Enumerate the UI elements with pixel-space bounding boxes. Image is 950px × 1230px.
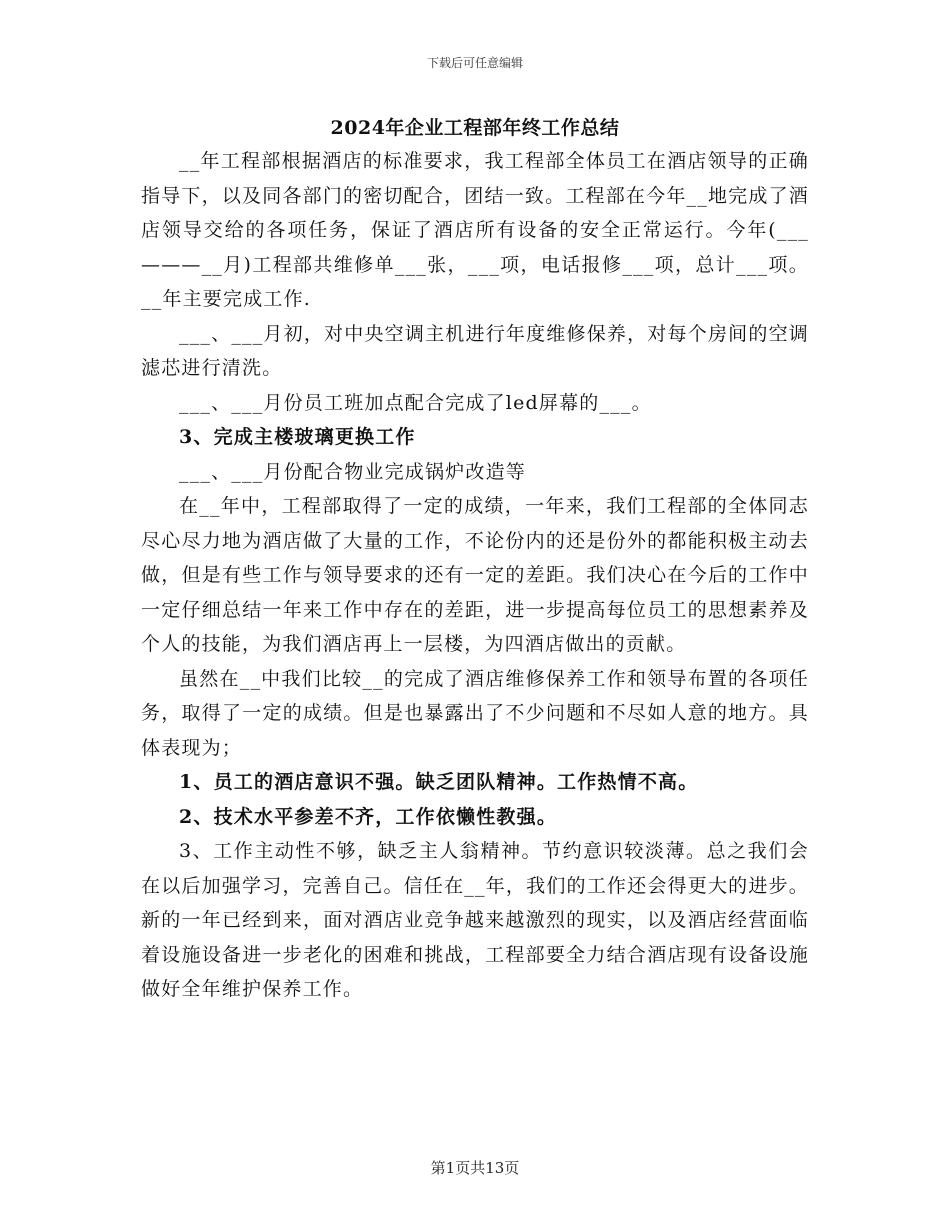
paragraph-item-led: ___、___月份员工班加点配合完成了led屏幕的___。: [179, 391, 652, 414]
paragraph-problems-intro: 虽然在__中我们比较__的完成了酒店维修保养工作和领导布置的各项任务，取得了一定的成绩。但是也暴露出了不少问题和不尽如人意的地方。具体表现为；: [141, 667, 809, 759]
paragraph-item-hvac: ___、___月初，对中央空调主机进行年度维修保养，对每个房间的空调滤芯进行清洗。: [141, 322, 809, 379]
page-header: 下载后可任意编辑: [426, 56, 523, 70]
paragraph-achievements: 在__年中，工程部取得了一定的成绩，一年来，我们工程部的全体同志尽心尽力地为酒店做了大量的工作，不论份内的还是份外的都能积极主动去做，但是有些工作与领导要求的还有一定的差距。我们决心在今后的工作中一定仔细总结一年来工作中存在的差距，进一步提高每位员工的思想素养及个人的技能，为我们酒店再上一层楼，为四酒店做出的贡献。: [141, 495, 809, 655]
page-footer: 第1页共13页: [430, 1159, 520, 1177]
paragraph-problem-1: 1、员工的酒店意识不强。缺乏团队精神。工作热情不高。: [179, 771, 699, 793]
paragraph-problem-3: 3、工作主动性不够，缺乏主人翁精神。节约意识较淡薄。总之我们会在以后加强学习，完善自己。信任在__年，我们的工作还会得更大的进步。新的一年已经到来，面对酒店业竞争越来越激烈的现实，以及酒店经营面临着设施设备进一步老化的困难和挑战，工程部要全力结合酒店现有设备设施做好全年维护保养工作。: [141, 840, 809, 1000]
paragraph-problem-2: 2、技术水平参差不齐，工作依懒性教强。: [179, 805, 558, 828]
paragraph-item-boiler: ___、___月份配合物业完成锅炉改造等: [179, 460, 527, 483]
document-title: 2024年企业工程部年终工作总结: [330, 117, 620, 139]
paragraph-intro: __年工程部根据酒店的标准要求，我工程部全体员工在酒店领导的正确指导下，以及同各部门的密切配合，团结一致。工程部在今年__地完成了酒店领导交给的各项任务，保证了酒店所有设备的安全正常运行。今年(___———__月)工程部共维修单___张，___项，电话报修___项，总计___项。__年主要完成工作.: [141, 150, 809, 310]
document-body: [141, 114, 809, 1007]
paragraph-item-glass: 3、完成主楼玻璃更换工作: [179, 426, 416, 448]
